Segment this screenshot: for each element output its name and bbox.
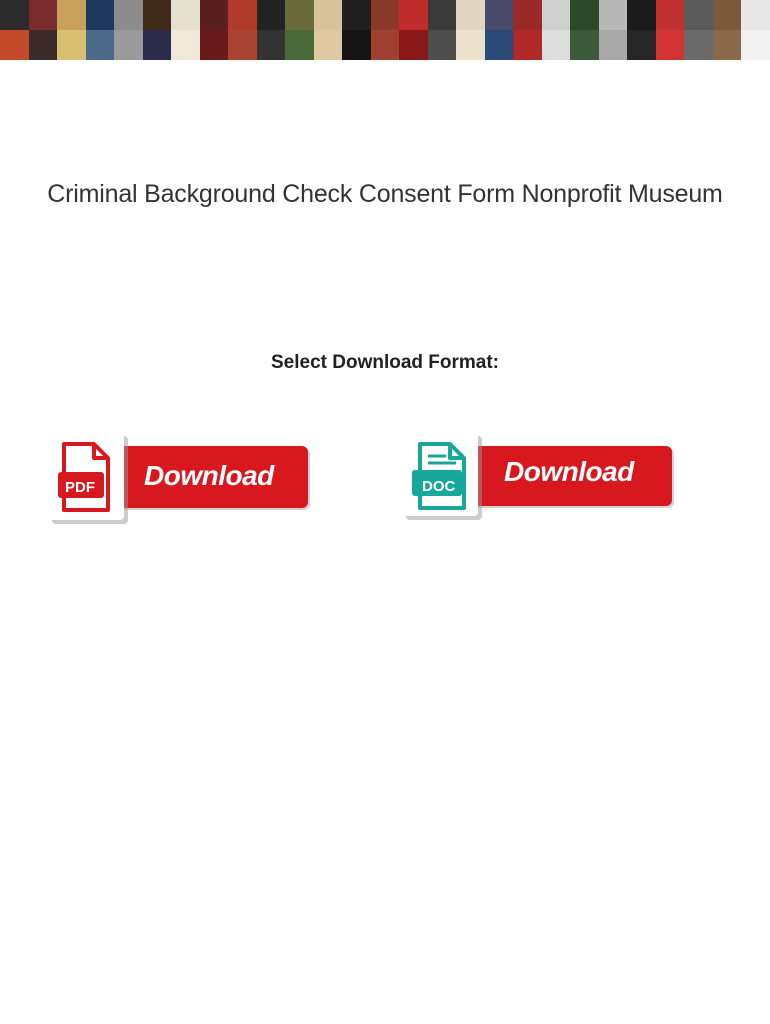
banner-thumbnail: [656, 30, 685, 60]
banner-thumbnail: [399, 0, 428, 30]
download-pdf-button[interactable]: [48, 432, 313, 524]
banner-thumbnail: [143, 0, 172, 30]
download-doc-button[interactable]: [402, 432, 667, 524]
banner-thumbnail: [713, 0, 742, 30]
banner-thumbnail: [200, 30, 229, 60]
doc-download-label: Download: [504, 456, 634, 487]
banner-thumbnail: [171, 0, 200, 30]
banner-thumbnail: [257, 30, 286, 60]
banner-thumbnail: [228, 30, 257, 60]
banner-thumbnail: [513, 0, 542, 30]
banner-thumbnail: [399, 30, 428, 60]
banner-thumbnail: [29, 30, 58, 60]
thumbnail-banner: [0, 0, 770, 60]
banner-thumbnail: [627, 0, 656, 30]
banner-thumbnail: [285, 30, 314, 60]
banner-thumbnail: [456, 30, 485, 60]
banner-thumbnail: [114, 30, 143, 60]
page-title: Criminal Background Check Consent Form Nonprofit Museum: [47, 180, 723, 208]
banner-thumbnail: [285, 0, 314, 30]
banner-thumbnail: [684, 30, 713, 60]
banner-thumbnail: [86, 30, 115, 60]
banner-thumbnail: [342, 0, 371, 30]
doc-file-label: DOC: [422, 478, 456, 495]
banner-thumbnail: [513, 30, 542, 60]
banner-thumbnail: [542, 0, 571, 30]
banner-thumbnail: [342, 30, 371, 60]
banner-thumbnail: [29, 0, 58, 30]
pdf-file-label: PDF: [65, 479, 95, 496]
banner-thumbnail: [314, 0, 343, 30]
banner-thumbnail: [200, 0, 229, 30]
banner-thumbnail: [599, 30, 628, 60]
banner-thumbnail: [257, 0, 286, 30]
banner-thumbnail: [485, 30, 514, 60]
banner-thumbnail: [57, 30, 86, 60]
banner-thumbnail: [57, 0, 86, 30]
banner-thumbnail: [485, 0, 514, 30]
banner-thumbnail: [0, 30, 29, 60]
select-format-label: Select Download Format:: [270, 352, 500, 373]
banner-thumbnail: [371, 30, 400, 60]
banner-thumbnail: [86, 0, 115, 30]
banner-thumbnail: [713, 30, 742, 60]
banner-thumbnail: [741, 30, 770, 60]
banner-thumbnail: [570, 0, 599, 30]
banner-thumbnail: [627, 30, 656, 60]
banner-thumbnail: [228, 0, 257, 30]
banner-thumbnail: [371, 0, 400, 30]
banner-thumbnail: [428, 30, 457, 60]
banner-thumbnail: [570, 30, 599, 60]
banner-thumbnail: [456, 0, 485, 30]
banner-thumbnail: [143, 30, 172, 60]
banner-thumbnail: [656, 0, 685, 30]
banner-thumbnail: [599, 0, 628, 30]
banner-thumbnail: [428, 0, 457, 30]
banner-thumbnail: [114, 0, 143, 30]
banner-thumbnail: [0, 0, 29, 30]
banner-thumbnail: [314, 30, 343, 60]
banner-thumbnail: [542, 30, 571, 60]
banner-thumbnail: [741, 0, 770, 30]
banner-thumbnail: [171, 30, 200, 60]
pdf-download-label: Download: [144, 460, 274, 491]
banner-thumbnail: [684, 0, 713, 30]
